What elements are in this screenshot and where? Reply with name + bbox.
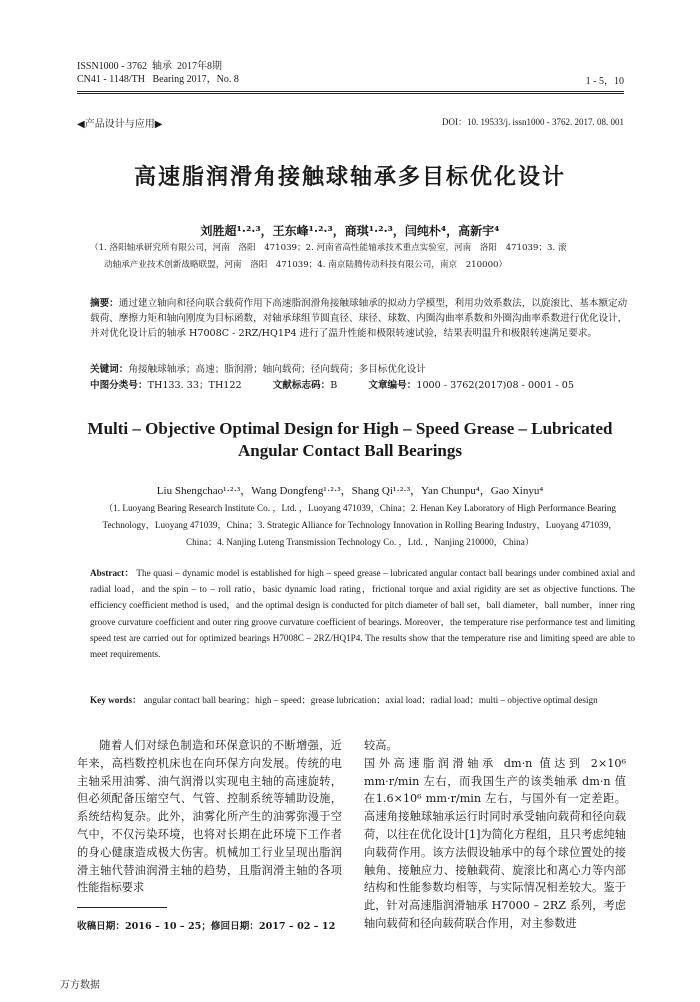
abstract-en-text: The quasi – dynamic model is established for high – speed grease – lubricated angular contact ball bearings under combined axial and radial load，and the spin – to – roll ratio，basic dynamic load rating，frictional torque and axial rigidity are set as objective functions. The efficiency coefficient method is used，and the optimal design is conducted for pitch diameter of ball set，ball diameter，ball number，inner ring groove curvature coefficient and outer ring groove curvature coefficient of bearings. Moreover，the temperature rise performance test and limiting speed test are carried out for optimized bearings H7008C – 2RZ/HQ1P4. The results show that the temperature rise and limiting speed are able to meet requirements.	[90, 568, 635, 660]
authors-cn: 刘胜超¹·²·³，王东峰¹·²·³，商琪¹·²·³，闫纯朴⁴，高新宇⁴	[200, 224, 500, 238]
section-label: ◀产品设计与应用▶	[77, 119, 163, 130]
doc-code-label: 文献标志码：	[272, 380, 331, 391]
keywords-en	[90, 692, 635, 708]
abstract-cn	[90, 296, 635, 341]
footer-watermark: 万方数据	[60, 980, 100, 991]
abstract-cn-text: 通过建立轴向和径向联合载荷作用下高速脂润滑角接触球轴承的拟动力学模型，利用功效系数法，以旋滚比、基本额定动载荷、摩擦力矩和轴向刚度为目标函数，对轴承球组节圆直径、球径、球数、内圈沟曲率系数和外圈沟曲率系数进行优化设计，并对优化设计后的轴承 H7008C - 2RZ/HQ1P4 进行了温升性能和极限转速试验，结果表明温升和极限转速满足要求。	[90, 298, 628, 339]
clc-label: 中图分类号：	[90, 380, 148, 391]
journal-name-cn: 轴承	[152, 61, 173, 72]
header-rule	[77, 91, 624, 92]
keywords-en-text: angular contact ball bearing；high – speed；grease lubrication；axial load；radial load；multi – objective optimal design	[143, 695, 598, 705]
affiliation-en: （1. Luoyang Bearing Research Institute Co. ，Ltd. ，Luoyang 471039，China；2. Henan Key Laboratory of High Performance Bearing Technology，Luoyang 471039，China；3. Strategic Alliance for Technology Innovation in Rolling Bearing Industry，Luoyang 471039，China；4. Nanjing Luteng Transmission Technology Co. ，Ltd. ，Nanjing 210000，China）	[102, 503, 618, 547]
article-no-value: 1000 - 3762(2017)08 - 0001 - 05	[416, 380, 574, 391]
page-range: 1 - 5，10	[585, 76, 624, 87]
title-en	[60, 418, 640, 462]
keywords-cn-label: 关键词：	[90, 364, 129, 375]
cn-number: CN41 - 1148/TH	[77, 74, 145, 85]
title-cn: 高速脂润滑角接触球轴承多目标优化设计	[133, 164, 566, 190]
abstract-en-label: Abstract：	[90, 568, 134, 578]
title-en-line-2: Angular Contact Ball Bearings	[237, 441, 462, 460]
affiliation-cn-line-1: （1. 洛阳轴承研究所有限公司，河南 洛阳 471039；2. 河南省高性能轴承技术重点实验室，河南 洛阳 471039；3. 滚	[90, 243, 567, 253]
title-en-line-1: Multi – Objective Optimal Design for High – Speed Grease – Lubricated	[87, 419, 613, 438]
issn: ISSN1000 - 3762	[77, 61, 148, 72]
authors-en: Liu Shengchao¹·²·³，Wang Dongfeng¹·²·³，Shang Qi¹·²·³，Yan Chunpu⁴，Gao Xinyu⁴	[156, 485, 544, 497]
keywords-cn	[90, 361, 635, 375]
received-date: 收稿日期：2016 – 10 – 25；修回日期：2017 – 02 – 12	[77, 921, 336, 932]
doc-code-value: B	[330, 380, 338, 391]
keywords-en-label: Key words：	[90, 695, 142, 705]
footnote-rule	[77, 907, 167, 908]
journal-name-en: Bearing 2017，No. 8	[152, 74, 239, 85]
abstract-cn-label: 摘要：	[90, 298, 119, 309]
doi[interactable]: DOI：10. 19533/j. issn1000 - 3762. 2017. 08. 001	[442, 117, 624, 127]
affiliation-cn-line-2: 动轴承产业技术创新战略联盟，河南 洛阳 471039；4. 南京陆腾传动科技有限公司，南京 210000）	[104, 260, 508, 270]
article-no-label: 文章编号：	[368, 380, 417, 391]
journal-header	[77, 60, 239, 86]
header-rule-2	[77, 93, 624, 94]
body-column-right: 较高。 国外高速脂润滑轴承 dm·n 值达到 2×10⁶ mm·r/min 左右，而我国生产的该类轴承 dm·n 值在1.6×10⁶ mm·r/min 左右，与国外有一定差距。高速角接触球轴承运行时同时承受轴向载荷和径向载荷，以往在优化设计[1]为简化方程组，且只考虑纯轴向载荷作用。该方法假设轴承中的每个球位置处的接触角、接触应力、接触载荷、旋滚比和离心力等内部结构和性能参数均相等，与实际情况相差较大。鉴于此，针对高速脂润滑轴承 H7000 – 2RZ 系列，考虑轴向载荷和径向载荷联合作用，对主参数进	[364, 739, 626, 930]
body-column-left: 随着人们对绿色制造和环保意识的不断增强，近年来，高档数控机床也在向环保方向发展。传统的电主轴采用油雾、油气润滑以实现电主轴的高速旋转，但必须配备压缩空气、气管、控制系统等辅助设施，系统结构复杂。此外，油雾化所产生的油雾弥漫于空气中，不仅污染环境，也将对长期在此环境下工作者的身心健康造成极大伤害。机械加工行业呈现出脂润滑主轴代替油润滑主轴的趋势，且脂润滑主轴的各项性能指标要求	[77, 739, 342, 895]
affiliation-cn	[90, 240, 630, 274]
issue-cn: 2017年8期	[177, 61, 223, 72]
keywords-cn-text: 角接触球轴承；高速；脂润滑；轴向载荷；径向载荷；多目标优化设计	[128, 364, 426, 375]
clc-value: TH133. 33；TH122	[147, 380, 242, 391]
abstract-en	[90, 565, 635, 662]
classification-line	[90, 377, 635, 391]
